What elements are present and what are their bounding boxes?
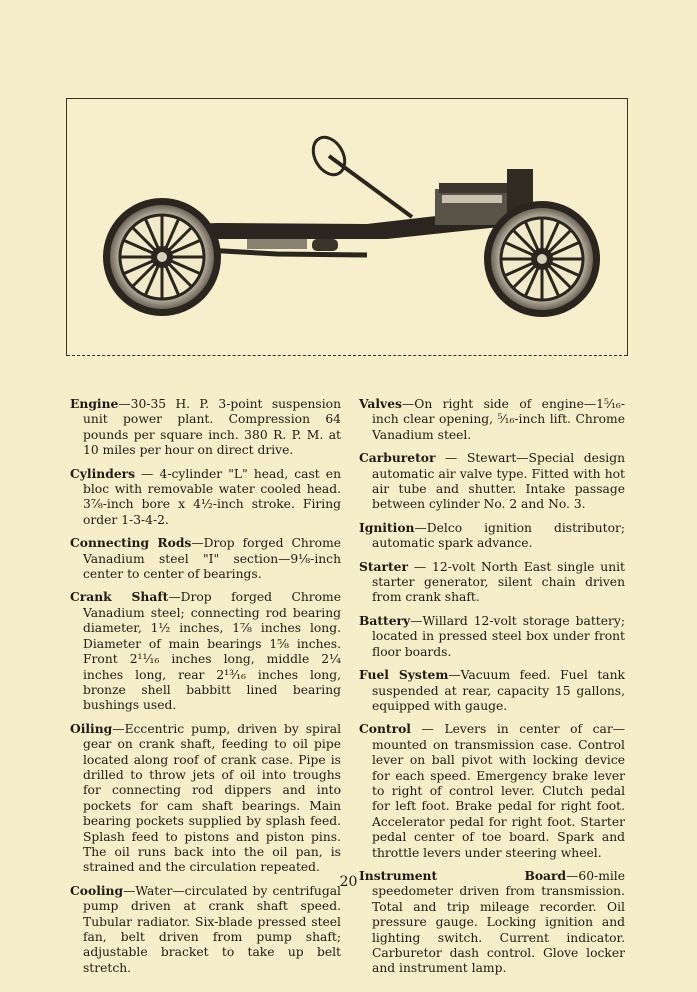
spec-term: Engine: [70, 396, 119, 411]
spec-text: Levers in center of car—mounted on transmission case. Control lever on ball pivot with locking device for each speed. Emergency brake lever to right of control lever. Clutch pedal for left foot. Brake pedal for right foot. Accelerator pedal for right foot. Starter pedal center of toe board. Spark and throttle levers under steering wheel.: [372, 722, 625, 860]
spec-term: Battery: [359, 612, 411, 628]
spec-separator: —: [414, 520, 427, 535]
spec-connecting-rods: [70, 535, 341, 582]
right-spec-column: [359, 396, 625, 984]
spec-cooling: [70, 883, 341, 976]
spec-separator: —: [401, 397, 415, 411]
spec-fuel-system: [359, 667, 625, 714]
spec-separator: —: [410, 722, 445, 737]
spec-text: Vacuum feed. Fuel tank suspended at rear, capacity 15 gallons, equipped with gauge.: [372, 668, 626, 713]
spec-text: Delco ignition distributor; automatic spark advance.: [372, 520, 625, 551]
spec-starter: [359, 559, 625, 606]
spec-separator: —: [566, 868, 579, 883]
spec-text: 30-35 H. P. 3-point suspension unit power plant. Compression 64 pounds per square inch. 380 R. P. M. at 10 miles per hour on direct drive.: [83, 397, 341, 458]
spec-engine: [70, 396, 341, 459]
spec-text: Drop forged Chrome Vanadium steel; connecting rod bearing diameter, 1½ inches, 1⅞ inches long. Diameter of main bearings 1⅝ inches. Front 2¹¹⁄₁₆ inches long, middle 2¼ inches long, rear 2¹³⁄₁₆ inches long, bronze shell babbitt lined bearing bushings used.: [83, 590, 341, 713]
spec-term: Cylinders: [70, 465, 136, 481]
spec-separator: —: [135, 466, 160, 481]
spec-cylinders: [70, 466, 341, 529]
spec-separator: —: [435, 451, 467, 466]
spec-term: Cooling: [70, 882, 124, 898]
spec-oiling: [70, 721, 341, 876]
spec-separator: —: [118, 397, 131, 411]
spec-separator: —: [112, 721, 125, 736]
plate-bottom-rule: [67, 355, 627, 356]
chassis-drawing: [67, 99, 627, 356]
spec-text: On right side of engine—1⁵⁄₁₆-inch clear opening, ⁵⁄₁₆-inch lift. Chrome Vanadium steel.: [372, 397, 625, 442]
rear-wheel: [103, 198, 221, 316]
spec-separator: —: [123, 883, 136, 898]
spec-term: Ignition: [359, 519, 415, 535]
spec-separator: —: [408, 559, 433, 574]
left-spec-column: [70, 396, 341, 983]
spec-battery: [359, 613, 625, 660]
spec-term: Connecting Rods: [70, 535, 192, 551]
spec-text: Drop forged Chrome Vanadium steel "I" section—9⅛-inch center to center of bearings.: [83, 536, 342, 582]
spec-term: Crank Shaft: [70, 589, 169, 605]
spec-term: Fuel System: [359, 667, 449, 683]
spec-text: 4-cylinder "L" head, cast en bloc with removable water cooled head. 3⅞-inch bore x 4½-inch stroke. Firing order 1-3-4-2.: [83, 466, 341, 527]
spec-text: Water—circulated by centrifugal pump driven at crank shaft speed. Tubular radiator. Six-blade pressed steel fan, belt driven from pump shaft; adjustable bracket to take up belt stretch.: [83, 883, 341, 975]
spec-text: 60-mile speedometer driven from transmission. Total and trip mileage recorder. Oil pressure gauge. Locking ignition and lighting switch. Current indicator. Carburetor dash control. Glove locker and instrument lamp.: [372, 868, 625, 976]
spec-term: Oiling: [70, 720, 113, 736]
chassis-illustration: [66, 98, 628, 356]
spec-text: Willard 12-volt storage battery; located in pressed steel box under front floor boards.: [372, 613, 625, 659]
spec-carburetor: [359, 450, 625, 513]
spec-term: Instrument Board: [359, 867, 567, 883]
spec-text: Stewart—Special design automatic air valve type. Fitted with hot air tube and shutter. Intake passage between cylinder No. 2 and No. 3.: [372, 451, 625, 512]
page-number: 20: [339, 874, 358, 890]
spec-term: Valves: [359, 396, 402, 411]
spec-separator: —: [448, 668, 461, 683]
spec-crank-shaft: [70, 589, 341, 713]
spec-term: Starter: [359, 558, 408, 574]
spec-separator: —: [410, 613, 423, 628]
front-wheel: [484, 201, 600, 317]
spec-text: 12-volt North East single unit starter generator, silent chain driven from crank shaft.: [372, 559, 625, 605]
spec-term: Control: [359, 721, 411, 737]
spec-term: Carburetor: [359, 450, 436, 466]
spec-valves: [359, 396, 625, 443]
spec-ignition: [359, 520, 625, 552]
spec-control: [359, 721, 625, 861]
spec-separator: —: [191, 536, 204, 551]
spec-text: Eccentric pump, driven by spiral gear on crank shaft, feeding to oil pipe located along roof of crank case. Pipe is drilled to throw jets of oil into troughs for connecting rod dippers and into pockets for cam shaft bearings. Main bearing pockets supplied by splash feed. Splash feed to pistons and piston pins. The oil runs back into the oil pan, is strained and the circulation repeated.: [83, 721, 341, 875]
spec-separator: —: [168, 590, 181, 605]
